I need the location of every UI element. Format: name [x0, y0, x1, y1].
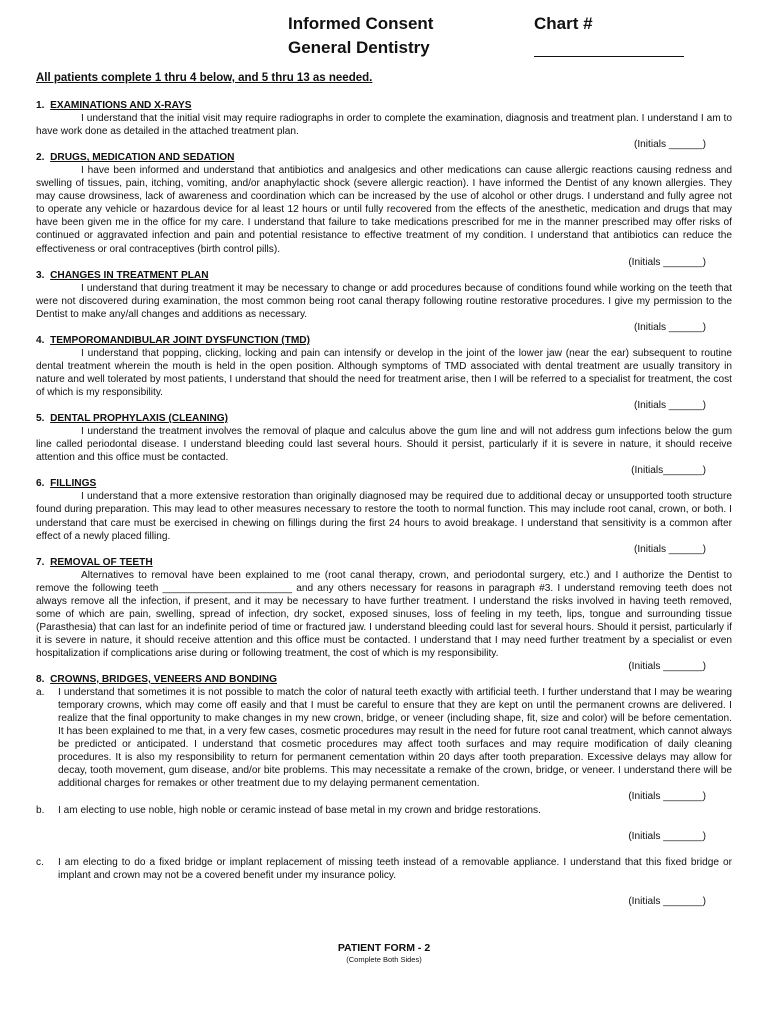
subitem-body: I understand that sometimes it is not possible to match the color of natural teeth exactly with artificial teeth. I further understand that I may be wearing temporary crowns, which may come off easily and that I must be careful to ensure that they are kept on until the permanent crowns are delivered. I realize that the final opportunity to make changes in my new crown, bridge, or veneer (including shape, fit, size and color) will be before cementation. It has been explained to me that, in a very few cases, cosmetic procedures may result in the need for future root canal treatment, which cannot always be predicted or anticipated. I understand that cosmetic procedures may affect tooth surfaces and may require modification of daily cleaning procedures. It is also my responsibility to return for permanent cementation within 20 days after tooth preparation. Excessive delays may allow for decay, tooth movement, gum disease, and/or bite problems. This may necessitate a remake of the crown, bridge, or veneer. I understand there will be additional charges for remakes or other treatment due to my delaying permanent cementation.: [58, 687, 732, 790]
section-body: I understand that popping, clicking, locking and pain can intensify or develop in the joint of the lower jaw (near the ear) subsequent to routine dental treatment wherein the mouth is held in the open position. Although symptoms of TMD associated with dental treatment are usually transitory in nature and well tolerated by most patients, I understand that should the need for treatment arise, then I will be referred to a specialist for treatment, the cost of which is my responsibility.: [36, 347, 732, 399]
initials-field[interactable]: (Initials ______): [633, 321, 706, 333]
section-number: 8.: [36, 674, 45, 686]
section-body: I understand that a more extensive restoration than originally diagnosed may be required due to additional decay or unsupported tooth structure found during preparation. This may lead to other measures necessary to restore the tooth to normal function. This may include root canal, crown, or both. I understand that care must be exercised in chewing on fillings during the first 24 hours to avoid breakage. I understand that sensitivity is a common after effect of a newly placed filling.: [36, 491, 732, 542]
subitem-label: a.: [36, 687, 45, 699]
section-tmd: [36, 334, 732, 412]
initials-field[interactable]: (Initials _______): [628, 661, 706, 673]
section-examinations: [36, 99, 732, 151]
form-title: Informed Consent: [288, 14, 434, 33]
section-number: 1.: [36, 100, 45, 111]
section-body: I understand the treatment involves the removal of plaque and calculus above the gum line and will not address gum infections below the gum line called periodontal disease. I understand bleeding could last several hours. Should it persist, particularly if it is severe in nature, it should receive attention and this office must be contacted.: [36, 426, 732, 464]
section-heading: [36, 673, 732, 686]
subitem-a: [36, 686, 732, 790]
initials-field[interactable]: (Initials ______): [633, 139, 706, 151]
section-crowns-bridges: [36, 673, 732, 908]
initials-field[interactable]: (Initials_______): [631, 465, 706, 477]
consent-sections: [36, 99, 732, 908]
page-footer: [0, 942, 768, 964]
section-treatment-plan-changes: [36, 269, 732, 334]
section-number: 6.: [36, 478, 45, 490]
section-title: CROWNS, BRIDGES, VENEERS AND BONDING: [50, 674, 277, 686]
initials-field[interactable]: (Initials _______): [628, 791, 706, 803]
section-title: REMOVAL OF TEETH: [50, 556, 153, 568]
form-subtitle: General Dentistry: [288, 38, 430, 57]
footer-title: PATIENT FORM - 2: [337, 942, 431, 954]
section-number: 4.: [36, 334, 45, 346]
section-fillings: [36, 477, 732, 555]
initials-field[interactable]: (Initials ______): [633, 400, 706, 412]
section-body: I understand that during treatment it may be necessary to change or add procedures because of conditions found while working on the teeth that were not discovered during examination, the most common being root canal therapy following routine restorative procedures. I give my permission to the Dentist to make any/all changes and additions as necessary.: [36, 282, 732, 320]
section-title: DRUGS, MEDICATION AND SEDATION: [50, 152, 235, 164]
section-title: DENTAL PROPHYLAXIS (CLEANING): [50, 413, 229, 425]
section-number: 3.: [36, 269, 45, 281]
section-title: TEMPOROMANDIBULAR JOINT DYSFUNCTION (TMD): [50, 334, 310, 346]
section-title: CHANGES IN TREATMENT PLAN: [50, 269, 209, 281]
section-number: 7.: [36, 556, 45, 568]
section-title: FILLINGS: [50, 478, 97, 490]
subitem-c: [36, 856, 732, 882]
subitem-body: I am electing to do a fixed bridge or implant replacement of missing teeth instead of a removable appliance. I understand that this fixed bridge or implant and crown may not be a covered benefit under my insurance policy.: [58, 856, 732, 881]
chart-number-label: Chart #: [534, 14, 593, 33]
section-heading: [36, 334, 732, 347]
section-removal-of-teeth: [36, 556, 732, 673]
subitem-label: b.: [36, 804, 45, 816]
chart-number-field[interactable]: [534, 56, 684, 57]
initials-field[interactable]: (Initials _______): [628, 830, 706, 842]
section-body: I have been informed and understand that antibiotics and analgesics and other medications can cause allergic reactions causing redness and swelling of tissues, pain, itching, vomiting, and/or anaphylactic shock (severe allergic reaction). I have informed the Dentist of any known allergies. They may cause drowsiness, lack of awareness and coordination which can be increased by the use of alcohol or other drugs. I understand and fully agree not to operate any vehicle or hazardous device for al least 12 hours or until fully recovered from the effects of the anesthetic, medication and drugs that may have been given me in the office for my care. I understand that failure to take medications prescribed for me in the manner prescribed may offer risks of continued or aggravated infection and pain and potential resistance to effective treatment of my condition. I understand that antibiotics can reduce the effectiveness or oral contraceptives (birth control pills).: [36, 165, 732, 255]
footer-subtitle: (Complete Both Sides): [346, 955, 422, 964]
instructions: All patients complete 1 thru 4 below, and 5 thru 13 as needed.: [36, 72, 373, 84]
section-title: EXAMINATIONS AND X-RAYS: [50, 100, 192, 111]
subitem-b: [36, 804, 732, 817]
section-body: Alternatives to removal have been explained to me (root canal therapy, crown, and periodontal surgery, etc.) and I authorize the Dentist to remove the following teeth _______________________ and any others necessary for reasons in paragraph #3. I understand removing teeth does not always remove all the infection, if present, and it may be necessary to have further treatment. I understand the risks involved in having teeth removed, some of which are pain, swelling, spread of infection, dry socket, exposed sinuses, loss of feeling in my teeth, lips, tongue and surrounding tissue (Parasthesia) that can last for an indefinite period of time or fractured jaw. I understand bleeding could last for several hours. Should it persist, particularly if it is severe in nature, it should receive attention and this office must be contacted. I understand that I may need further treatment by a specialist or even hospitalization if complications arise during or following treatment, the cost of which is my responsibility.: [36, 569, 732, 659]
initials-field[interactable]: (Initials ______): [633, 543, 706, 555]
section-prophylaxis: [36, 412, 732, 477]
section-heading: [36, 556, 732, 569]
section-heading: [36, 269, 732, 282]
initials-field[interactable]: (Initials _______): [628, 895, 706, 907]
section-heading: [36, 151, 732, 164]
section-number: 2.: [36, 152, 45, 164]
section-drugs-medication: [36, 151, 732, 268]
section-body: I understand that the initial visit may require radiographs in order to complete the examination, diagnosis and treatment plan. I understand I am to have work done as detailed in the attached treatment plan.: [36, 113, 732, 138]
subitem-body: I am electing to use noble, high noble or ceramic instead of base metal in my crown and bridge restorations.: [58, 804, 541, 816]
section-heading: [36, 99, 732, 112]
subitem-label: c.: [36, 856, 44, 868]
section-number: 5.: [36, 413, 45, 425]
section-heading: [36, 412, 732, 425]
section-heading: [36, 477, 732, 490]
initials-field[interactable]: (Initials _______): [628, 256, 706, 268]
